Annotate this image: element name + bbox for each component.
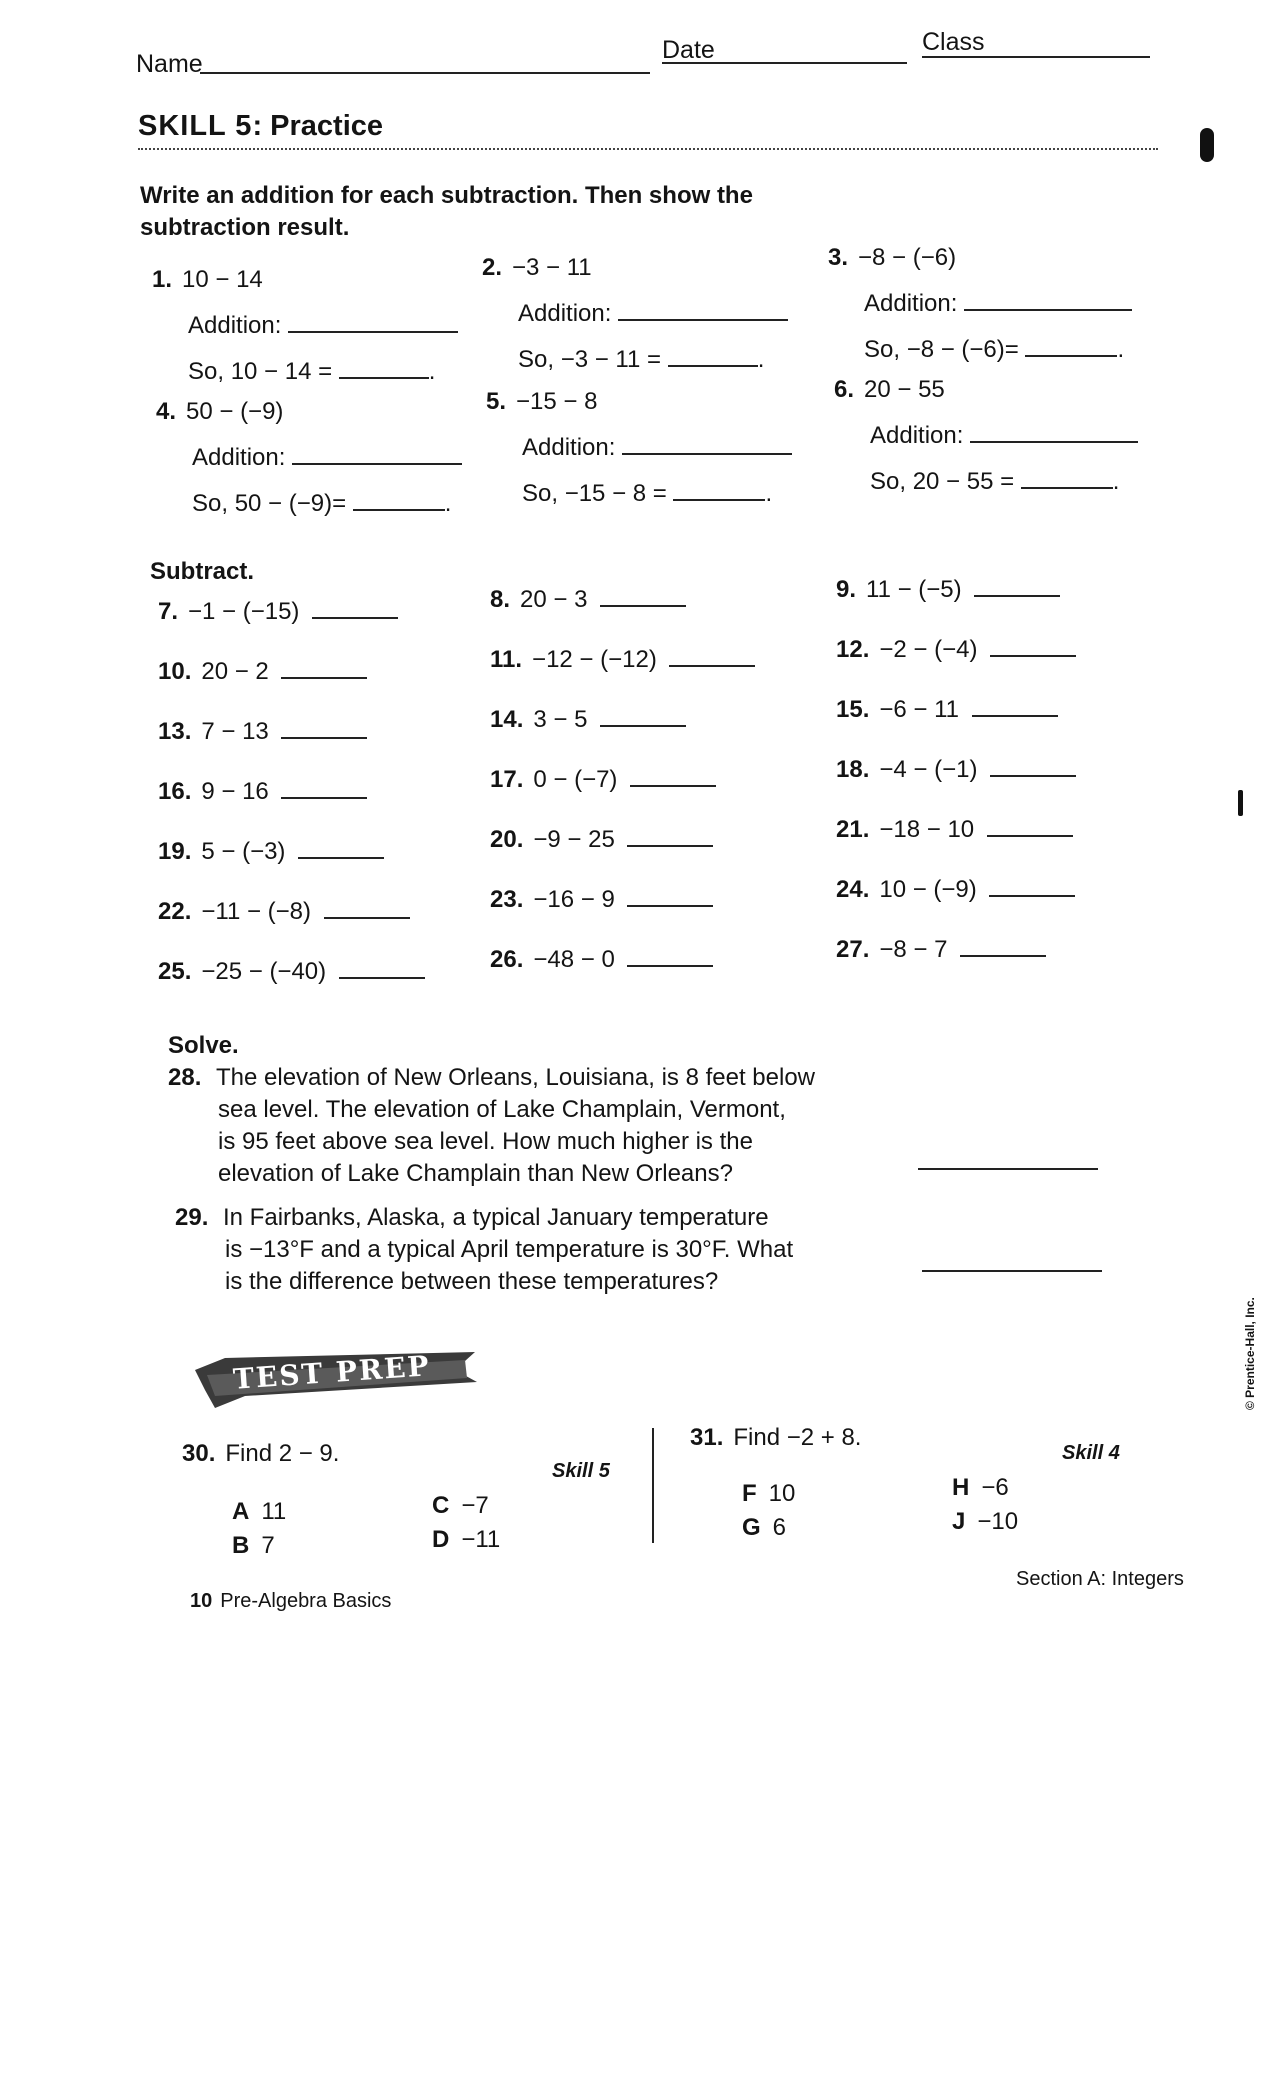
item-answer-blank[interactable]: [974, 595, 1060, 597]
problem-29-line-2: is −13°F and a typical April temperature is 30°F. What: [225, 1236, 794, 1263]
item-expression: 20 − 2: [201, 658, 269, 685]
item-number: 25.: [158, 958, 192, 985]
choice-h[interactable]: [952, 1476, 1009, 1500]
exercise-expression: 50 − (−9): [186, 398, 284, 425]
question-30-number: 30.: [182, 1440, 216, 1467]
addition-label: Addition:: [192, 444, 286, 471]
scan-mark: [1200, 128, 1214, 162]
question-30-skill: Skill 5: [552, 1460, 610, 1482]
subtract-item-16: [158, 780, 367, 804]
so-answer-blank[interactable]: [673, 499, 765, 501]
item-expression: −18 − 10: [879, 816, 975, 843]
question-31-number: 31.: [690, 1424, 724, 1451]
item-answer-blank[interactable]: [990, 655, 1076, 657]
problem-29-answer-blank[interactable]: [922, 1270, 1102, 1272]
exercise-3: 3. −8 − (−6) Addition: So, −8 − (−6)= .: [828, 246, 1132, 362]
so-label: So, 10 − 14 =: [188, 358, 333, 385]
title-prefix: SKILL 5: [138, 110, 253, 142]
question-31-skill: Skill 4: [1062, 1442, 1120, 1464]
addition-label: Addition:: [864, 290, 958, 317]
exercise-number: 6.: [834, 376, 855, 403]
class-field[interactable]: [922, 56, 1150, 58]
so-label: So, 20 − 55 =: [870, 468, 1015, 495]
addition-label: Addition:: [522, 434, 616, 461]
so-label: So, −3 − 11 =: [518, 346, 662, 373]
exercise-2: 2. −3 − 11 Addition: So, −3 − 11 = .: [482, 256, 788, 372]
choice-g[interactable]: [742, 1516, 786, 1540]
subtract-item-11: [490, 648, 755, 672]
item-expression: −2 − (−4): [879, 636, 978, 663]
exercise-expression: −3 − 11: [512, 254, 592, 281]
choice-c-letter: C: [432, 1492, 450, 1519]
scan-mark: [1238, 790, 1243, 816]
item-expression: 9 − 16: [201, 778, 269, 805]
item-answer-blank[interactable]: [989, 895, 1075, 897]
addition-answer-blank[interactable]: [964, 309, 1132, 311]
solve-heading: Solve.: [168, 1032, 239, 1059]
subtract-item-22: [158, 900, 410, 924]
addition-answer-blank[interactable]: [622, 453, 792, 455]
item-number: 23.: [490, 886, 524, 913]
so-answer-blank[interactable]: [339, 377, 429, 379]
item-number: 19.: [158, 838, 192, 865]
item-answer-blank[interactable]: [630, 785, 716, 787]
so-answer-blank[interactable]: [668, 365, 758, 367]
choice-f[interactable]: [742, 1482, 795, 1506]
item-number: 10.: [158, 658, 192, 685]
subtract-item-15: [836, 698, 1058, 722]
subtract-item-12: [836, 638, 1076, 662]
subtract-item-25: [158, 960, 425, 984]
item-expression: −1 − (−15): [188, 598, 300, 625]
section-label: Section A: Integers: [1016, 1568, 1184, 1590]
subtract-item-17: [490, 768, 716, 792]
exercise-4: 4. 50 − (−9) Addition: So, 50 − (−9)= .: [156, 400, 462, 516]
instruction-line-1: Write an addition for each subtraction. Then show the: [140, 182, 753, 209]
question-30-prompt: Find 2 − 9.: [225, 1440, 340, 1467]
item-answer-blank[interactable]: [281, 797, 367, 799]
name-label: Name: [136, 50, 203, 78]
item-number: 27.: [836, 936, 870, 963]
item-answer-blank[interactable]: [627, 965, 713, 967]
item-expression: 20 − 3: [520, 586, 588, 613]
item-number: 21.: [836, 816, 870, 843]
choice-d-letter: D: [432, 1526, 450, 1553]
item-expression: −48 − 0: [533, 946, 615, 973]
exercise-number: 2.: [482, 254, 503, 281]
problem-28-answer-blank[interactable]: [918, 1168, 1098, 1170]
so-answer-blank[interactable]: [1021, 487, 1113, 489]
addition-answer-blank[interactable]: [288, 331, 458, 333]
item-number: 9.: [836, 576, 857, 603]
exercise-number: 5.: [486, 388, 507, 415]
choice-h-letter: H: [952, 1474, 970, 1501]
subtract-heading: Subtract.: [150, 558, 255, 585]
choice-a-value: 11: [261, 1498, 287, 1525]
item-number: 14.: [490, 706, 524, 733]
subtract-item-27: [836, 938, 1046, 962]
addition-answer-blank[interactable]: [292, 463, 462, 465]
instructions: [140, 180, 753, 244]
exercise-number: 1.: [152, 266, 173, 293]
so-answer-blank[interactable]: [1025, 355, 1117, 357]
choice-b-letter: B: [232, 1532, 250, 1559]
choice-f-value: 10: [768, 1480, 796, 1507]
exercise-6: 6. 20 − 55 Addition: So, 20 − 55 = .: [834, 378, 1138, 494]
item-number: 18.: [836, 756, 870, 783]
subtract-item-24: [836, 878, 1075, 902]
choice-c-value: −7: [461, 1492, 489, 1519]
subtract-item-13: [158, 720, 367, 744]
item-number: 16.: [158, 778, 192, 805]
question-31-prompt: Find −2 + 8.: [733, 1424, 862, 1451]
item-expression: −8 − 7: [879, 936, 948, 963]
test-prep-label: TEST PREP: [232, 1349, 432, 1396]
item-answer-blank[interactable]: [990, 775, 1076, 777]
item-answer-blank[interactable]: [600, 605, 686, 607]
item-expression: 7 − 13: [201, 718, 269, 745]
choice-b[interactable]: [232, 1534, 275, 1558]
so-label: So, 50 − (−9)=: [192, 490, 347, 517]
choice-j[interactable]: [952, 1510, 1018, 1534]
item-expression: −16 − 9: [533, 886, 615, 913]
item-number: 7.: [158, 598, 179, 625]
problem-28-number: 28.: [168, 1064, 202, 1091]
exercise-number: 3.: [828, 244, 849, 271]
item-expression: −11 − (−8): [201, 898, 312, 925]
subtract-item-18: [836, 758, 1076, 782]
test-prep-banner: [185, 1330, 485, 1425]
item-answer-blank[interactable]: [281, 677, 367, 679]
item-answer-blank[interactable]: [669, 665, 755, 667]
item-answer-blank[interactable]: [312, 617, 398, 619]
choice-j-letter: J: [952, 1508, 966, 1535]
choice-f-letter: F: [742, 1480, 757, 1507]
subtract-item-8: [490, 588, 686, 612]
test-prep-divider: [652, 1428, 654, 1543]
subtract-item-23: [490, 888, 713, 912]
item-number: 24.: [836, 876, 870, 903]
footer-left: [190, 1590, 391, 1613]
item-number: 8.: [490, 586, 511, 613]
item-expression: −12 − (−12): [532, 646, 657, 673]
item-number: 13.: [158, 718, 192, 745]
exercise-expression: −8 − (−6): [858, 244, 957, 271]
date-field[interactable]: [662, 62, 907, 64]
subtract-item-26: [490, 948, 713, 972]
question-30: [182, 1442, 339, 1466]
choice-d-value: −11: [461, 1526, 501, 1553]
item-number: 26.: [490, 946, 524, 973]
choice-g-value: 6: [772, 1514, 787, 1541]
exercise-number: 4.: [156, 398, 177, 425]
addition-label: Addition:: [188, 312, 282, 339]
page-number: 10: [190, 1590, 213, 1612]
exercise-expression: 20 − 55: [864, 376, 945, 403]
addition-answer-blank[interactable]: [970, 441, 1138, 443]
item-expression: −4 − (−1): [879, 756, 978, 783]
problem-28-line-4: elevation of Lake Champlain than New Orleans?: [218, 1160, 733, 1187]
title-rest: : Practice: [252, 110, 384, 142]
choice-h-value: −6: [981, 1474, 1009, 1501]
problem-28-line-3: is 95 feet above sea level. How much higher is the: [218, 1128, 753, 1155]
subtract-item-19: [158, 840, 384, 864]
problem-28-line-1: The elevation of New Orleans, Louisiana, is 8 feet below: [216, 1064, 816, 1091]
choice-d[interactable]: [432, 1528, 500, 1552]
item-expression: 10 − (−9): [879, 876, 977, 903]
exercise-5: 5. −15 − 8 Addition: So, −15 − 8 = .: [486, 390, 792, 506]
choice-a[interactable]: [232, 1500, 286, 1524]
date-label: Date: [662, 36, 715, 64]
subtract-item-7: [158, 600, 398, 624]
item-answer-blank[interactable]: [972, 715, 1058, 717]
so-label: So, −15 − 8 =: [522, 480, 667, 507]
item-answer-blank[interactable]: [960, 955, 1046, 957]
addition-label: Addition:: [870, 422, 964, 449]
name-field[interactable]: [200, 72, 650, 74]
subtract-item-10: [158, 660, 367, 684]
subtract-item-9: [836, 578, 1060, 602]
item-answer-blank[interactable]: [324, 917, 410, 919]
item-expression: 11 − (−5): [866, 576, 962, 603]
problem-28-line-2: sea level. The elevation of Lake Champlain, Vermont,: [218, 1096, 786, 1123]
subtract-item-21: [836, 818, 1073, 842]
item-expression: 3 − 5: [533, 706, 588, 733]
item-expression: 0 − (−7): [533, 766, 618, 793]
item-expression: 5 − (−3): [201, 838, 286, 865]
problem-29-number: 29.: [175, 1204, 209, 1231]
book-title: Pre-Algebra Basics: [220, 1590, 392, 1612]
item-answer-blank[interactable]: [339, 977, 425, 979]
instruction-line-2: subtraction result.: [140, 214, 350, 241]
so-label: So, −8 − (−6)=: [864, 336, 1019, 363]
subtract-item-20: [490, 828, 713, 852]
question-31: [690, 1426, 861, 1450]
addition-label: Addition:: [518, 300, 612, 327]
choice-g-letter: G: [742, 1514, 761, 1541]
item-expression: −25 − (−40): [201, 958, 327, 985]
item-answer-blank[interactable]: [298, 857, 384, 859]
choice-a-letter: A: [232, 1498, 250, 1525]
class-label: Class: [922, 28, 985, 56]
item-number: 15.: [836, 696, 870, 723]
item-number: 17.: [490, 766, 524, 793]
item-answer-blank[interactable]: [281, 737, 367, 739]
item-number: 20.: [490, 826, 524, 853]
copyright: © Prentice-Hall, Inc.: [1243, 1297, 1257, 1410]
choice-c[interactable]: [432, 1494, 489, 1518]
item-expression: −9 − 25: [533, 826, 615, 853]
page-title: [138, 110, 383, 143]
exercise-expression: 10 − 14: [182, 266, 263, 293]
choice-j-value: −10: [977, 1508, 1019, 1535]
title-divider: [138, 148, 1158, 150]
item-number: 11.: [490, 646, 523, 673]
so-answer-blank[interactable]: [353, 509, 445, 511]
addition-answer-blank[interactable]: [618, 319, 788, 321]
item-answer-blank[interactable]: [987, 835, 1073, 837]
problem-29-line-3: is the difference between these temperatures?: [225, 1268, 719, 1295]
exercise-expression: −15 − 8: [516, 388, 598, 415]
item-answer-blank[interactable]: [600, 725, 686, 727]
item-answer-blank[interactable]: [627, 845, 713, 847]
item-number: 12.: [836, 636, 870, 663]
exercise-1: 1. 10 − 14 Addition: So, 10 − 14 = .: [152, 268, 458, 384]
problem-29-line-1: In Fairbanks, Alaska, a typical January temperature: [223, 1204, 769, 1231]
choice-b-value: 7: [261, 1532, 275, 1559]
item-expression: −6 − 11: [879, 696, 960, 723]
subtract-item-14: [490, 708, 686, 732]
item-number: 22.: [158, 898, 192, 925]
item-answer-blank[interactable]: [627, 905, 713, 907]
